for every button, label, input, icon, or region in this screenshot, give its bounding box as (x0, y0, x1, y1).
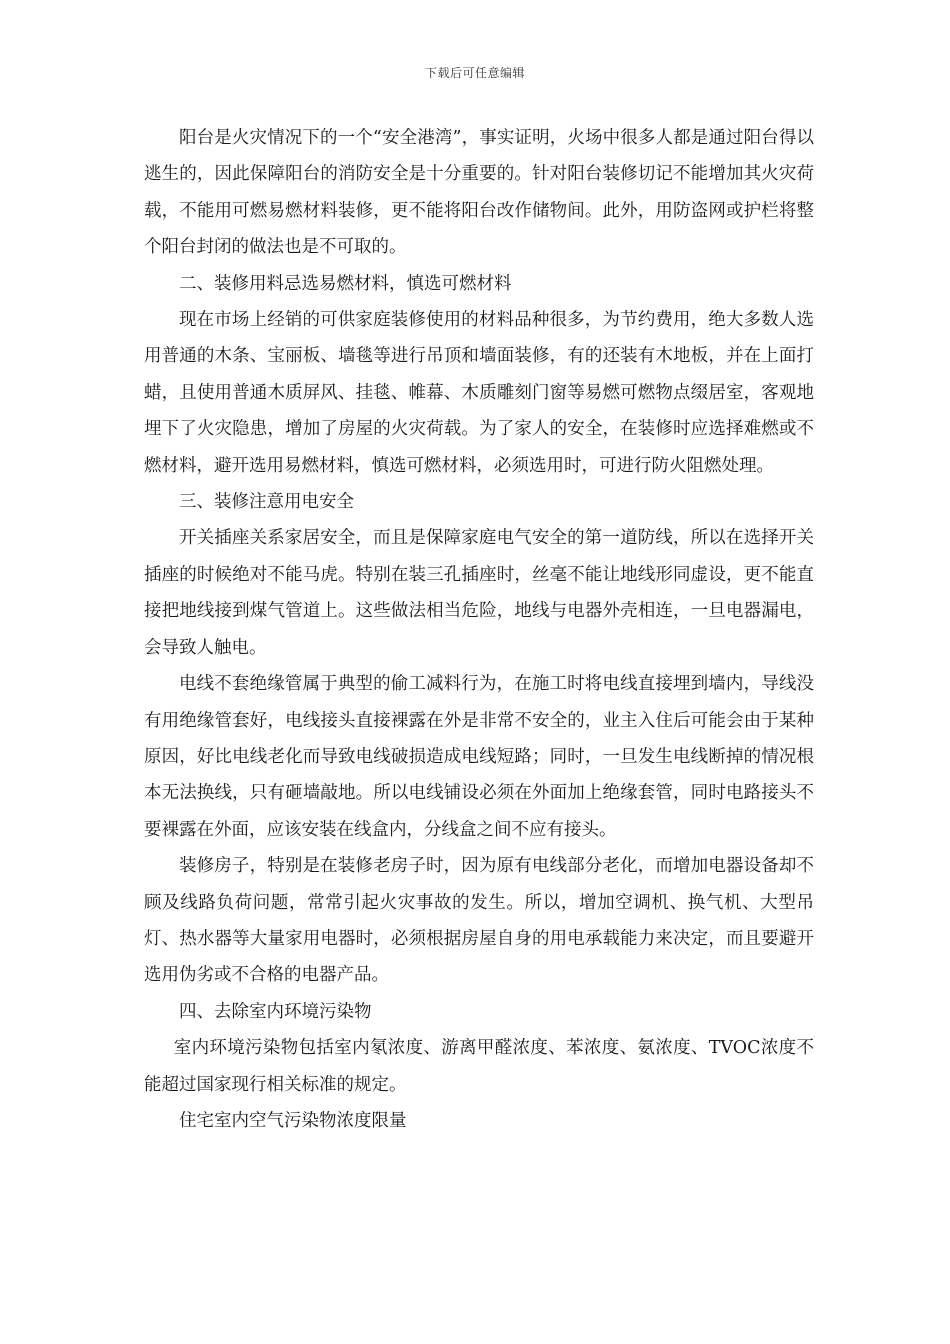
section-heading-3: 三、装修注意用电安全 (179, 492, 354, 513)
document-body (144, 120, 814, 1139)
paragraph-switch-sockets: 开关插座关系家居安全，而且是保障家庭电气安全的第一道防线，所以在选择开关插座的时候绝对不能马虎。特别在装三孔插座时，丝毫不能让地线形同虚设，更不能直接把地线接到煤气管道上。这些做法相当危险，地线与电器外壳相连，一旦电器漏电，会导致人触电。 (144, 528, 814, 658)
paragraph-wire-insulation: 电线不套绝缘管属于典型的偷工减料行为，在施工时将电线直接埋到墙内，导线没有用绝缘管套好，电线接头直接裸露在外是非常不安全的，业主入住后可能会由于某种原因，好比电线老化而导致电线破损造成电线短路；同时，一旦发生电线断掉的情况根本无法换线，只有砸墙敲地。所以电线铺设必须在外面加上绝缘套管，同时电路接头不要裸露在外面，应该安装在线盒内，分线盒之间不应有接头。 (144, 674, 814, 840)
paragraph-balcony: 阳台是火灾情况下的一个“安全港湾”，事实证明，火场中很多人都是通过阳台得以逃生的，因此保障阳台的消防安全是十分重要的。针对阳台装修切记不能增加其火灾荷载，不能用可燃易燃材料装修，更不能将阳台改作储物间。此外，用防盗网或护栏将整个阳台封闭的做法也是不可取的。 (144, 128, 814, 258)
paragraph-materials: 现在市场上经销的可供家庭装修使用的材料品种很多，为节约费用，绝大多数人选用普通的木条、宝丽板、墙毯等进行吊顶和墙面装修，有的还装有木地板，并在上面打蜡，且使用普通木质屏风、挂毯、帷幕、木质雕刻门窗等易燃可燃物点缀居室，客观地埋下了火灾隐患，增加了房屋的火灾荷载。为了家人的安全，在装修时应选择难燃或不燃材料，避开选用易燃材料，慎选可燃材料，必须选用时，可进行防火阻燃处理。 (144, 310, 814, 476)
paragraph-pollutants: 室内环境污染物包括室内氡浓度、游离甲醛浓度、苯浓度、氨浓度、TVOC浓度不能超过国家现行相关标准的规定。 (144, 1038, 814, 1095)
page-header: 下载后可任意编辑 (424, 66, 525, 80)
paragraph-old-house: 装修房子，特别是在装修老房子时，因为原有电线部分老化，而增加电器设备却不顾及线路负荷问题，常常引起火灾事故的发生。所以，增加空调机、换气机、大型吊灯、热水器等大量家用电器时，必须根据房屋自身的用电承载能力来决定，而且要避开选用伪劣或不合格的电器产品。 (144, 856, 814, 986)
section-heading-2: 二、装修用料忌选易燃材料，慎选可燃材料 (179, 273, 512, 294)
section-heading-4: 四、去除室内环境污染物 (179, 1001, 372, 1022)
paragraph-table-caption: 住宅室内空气污染物浓度限量 (179, 1110, 407, 1131)
